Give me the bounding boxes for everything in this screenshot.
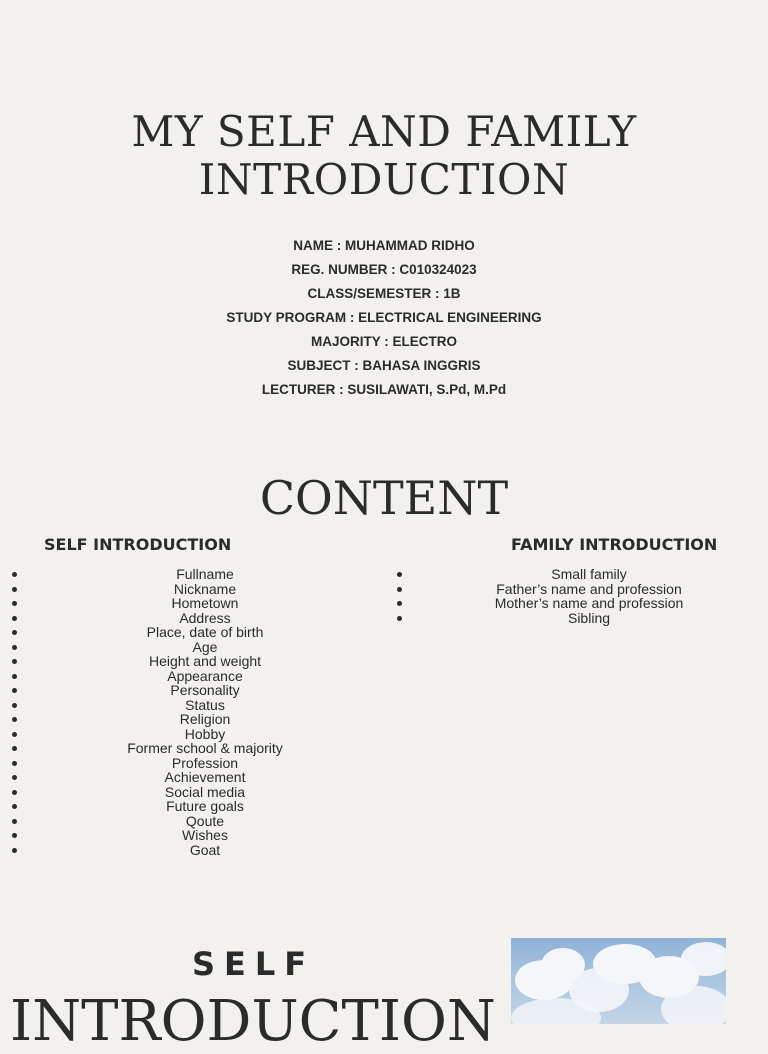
list-item-label: Qoute	[185, 812, 225, 829]
list-item-label: Goat	[189, 841, 221, 858]
list-item-label: Height and weight	[148, 653, 262, 669]
list-item-label: Appearance	[167, 667, 243, 684]
list-item-label: Fullname	[176, 566, 234, 582]
list-item-label: Status	[185, 696, 225, 713]
bullet-icon	[12, 746, 17, 751]
list-item	[0, 654, 410, 669]
list-item-label: Small family	[551, 566, 627, 582]
study-program: STUDY PROGRAM : ELECTRICAL ENGINEERING	[226, 310, 542, 325]
list-item	[0, 640, 410, 655]
bullet-icon	[12, 572, 17, 577]
content-heading: CONTENT	[259, 471, 509, 525]
class-semester: CLASS/SEMESTER : 1B	[307, 286, 461, 301]
list-item	[0, 756, 410, 771]
page-title-line-2: INTRODUCTION	[198, 155, 570, 204]
list-item-label: Address	[179, 609, 231, 626]
bullet-icon	[397, 587, 402, 592]
list-item-label: Former school & majority	[127, 740, 283, 756]
bullet-icon	[12, 645, 17, 650]
list-item	[386, 611, 768, 626]
bullet-icon	[12, 804, 17, 809]
bullet-icon	[12, 630, 17, 635]
list-item	[0, 582, 410, 597]
list-item-label: Father’s name and profession	[496, 580, 682, 597]
list-item	[0, 828, 410, 843]
list-item	[386, 582, 768, 597]
bullet-icon	[12, 688, 17, 693]
list-item-label: Mother’s name and profession	[494, 595, 684, 611]
list-item	[0, 814, 410, 829]
list-item	[0, 785, 410, 800]
list-item	[0, 727, 410, 742]
majority: MAJORITY : ELECTRO	[310, 334, 457, 349]
list-item	[386, 567, 768, 582]
family-introduction-heading: FAMILY INTRODUCTION	[511, 535, 718, 554]
list-item	[0, 611, 410, 626]
page-title	[0, 108, 768, 204]
bullet-icon	[12, 601, 17, 606]
family-introduction-list	[386, 567, 768, 625]
list-item	[0, 625, 410, 640]
list-item-label: Future goals	[166, 798, 244, 814]
section-title-self: SELF	[192, 945, 316, 983]
list-item-label: Sibling	[567, 609, 611, 626]
cloud-shape	[661, 986, 726, 1024]
student-name: NAME : MUHAMMAD RIDHO	[293, 238, 475, 253]
bullet-icon	[397, 616, 402, 621]
bullet-icon	[12, 616, 17, 621]
sky-photo	[511, 938, 726, 1024]
list-item	[0, 669, 410, 684]
cloud-shape	[681, 942, 726, 976]
list-item	[0, 843, 410, 858]
list-item-label: Achievement	[164, 769, 246, 785]
list-item-label: Age	[192, 638, 218, 655]
list-item	[0, 683, 410, 698]
student-info	[0, 234, 768, 402]
list-item-label: Profession	[171, 754, 239, 771]
list-item-label: Religion	[179, 711, 231, 727]
list-item	[0, 698, 410, 713]
list-item-label: Wishes	[182, 827, 228, 843]
bullet-icon	[397, 601, 402, 606]
bullet-icon	[12, 833, 17, 838]
list-item	[0, 596, 410, 611]
list-item	[0, 799, 410, 814]
list-item-label: Hobby	[184, 725, 226, 742]
bullet-icon	[12, 587, 17, 592]
bullet-icon	[12, 775, 17, 780]
bullet-icon	[12, 659, 17, 664]
list-item-label: Personality	[170, 682, 240, 698]
list-item-label: Social media	[164, 783, 246, 800]
page-title-line-1: MY SELF AND FAMILY	[131, 107, 637, 156]
bullet-icon	[397, 572, 402, 577]
section-title-introduction: INTRODUCTION	[10, 989, 496, 1054]
list-item	[0, 741, 410, 756]
list-item-label: Hometown	[171, 595, 239, 611]
bullet-icon	[12, 674, 17, 679]
subject: SUBJECT : BAHASA INGGRIS	[287, 358, 481, 373]
bullet-icon	[12, 717, 17, 722]
lecturer: LECTURER : SUSILAWATI, S.Pd, M.Pd	[261, 382, 507, 397]
bullet-icon	[12, 703, 17, 708]
reg-number: REG. NUMBER : C010324023	[291, 262, 477, 277]
bullet-icon	[12, 761, 17, 766]
bullet-icon	[12, 819, 17, 824]
list-item	[0, 567, 410, 582]
list-item	[0, 770, 410, 785]
list-item	[0, 712, 410, 727]
bullet-icon	[12, 790, 17, 795]
bullet-icon	[12, 848, 17, 853]
list-item-label: Nickname	[173, 580, 237, 597]
self-introduction-list	[0, 567, 410, 857]
list-item-label: Place, date of birth	[146, 624, 264, 640]
self-introduction-heading: SELF INTRODUCTION	[44, 535, 232, 554]
list-item	[386, 596, 768, 611]
bullet-icon	[12, 732, 17, 737]
